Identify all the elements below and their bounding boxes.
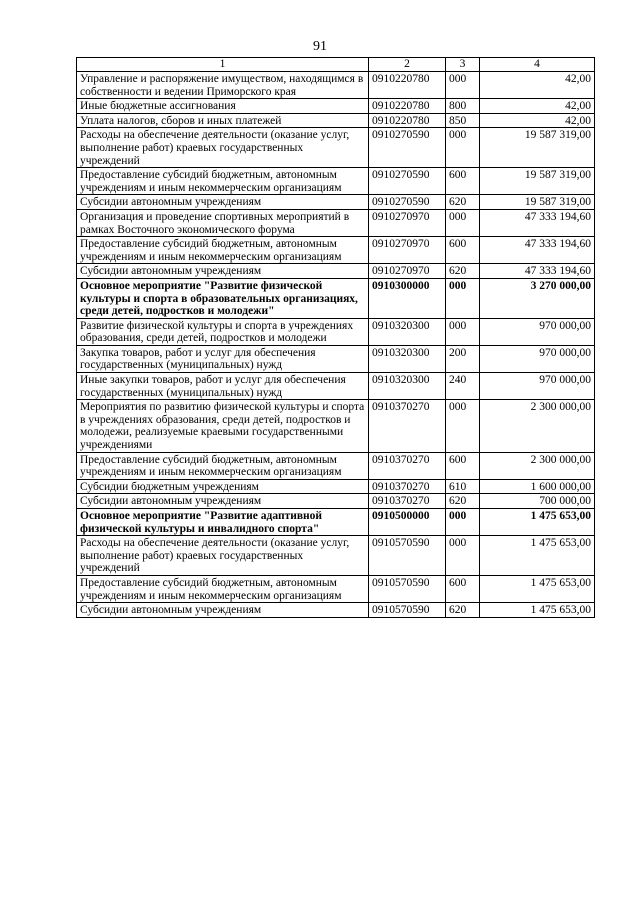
- row-amount-cell: 1 475 653,00: [480, 603, 595, 618]
- row-code-cell: 0910570590: [369, 536, 446, 576]
- row-name-cell: Субсидии автономным учреждениям: [77, 494, 369, 509]
- row-amount-cell: 970 000,00: [480, 373, 595, 400]
- row-code-cell: 0910270970: [369, 264, 446, 279]
- row-kind-cell: 000: [446, 536, 480, 576]
- row-code-cell: 0910370270: [369, 400, 446, 452]
- row-amount-cell: 1 475 653,00: [480, 509, 595, 536]
- row-amount-cell: 47 333 194,60: [480, 237, 595, 264]
- row-kind-cell: 610: [446, 479, 480, 494]
- row-code-cell: 0910370270: [369, 479, 446, 494]
- row-amount-cell: 970 000,00: [480, 345, 595, 372]
- row-kind-cell: 000: [446, 72, 480, 99]
- row-code-cell: 0910300000: [369, 278, 446, 318]
- budget-table: [76, 57, 595, 618]
- row-kind-cell: 000: [446, 278, 480, 318]
- row-kind-cell: 620: [446, 494, 480, 509]
- table-row: [77, 509, 595, 536]
- table-row: [77, 168, 595, 195]
- table-row: [77, 209, 595, 236]
- row-kind-cell: 000: [446, 209, 480, 236]
- row-kind-cell: 000: [446, 318, 480, 345]
- row-code-cell: 0910220780: [369, 72, 446, 99]
- table-row: [77, 237, 595, 264]
- row-code-cell: 0910500000: [369, 509, 446, 536]
- row-code-cell: 0910270590: [369, 168, 446, 195]
- row-amount-cell: 42,00: [480, 113, 595, 128]
- row-code-cell: 0910320300: [369, 345, 446, 372]
- row-amount-cell: 19 587 319,00: [480, 168, 595, 195]
- row-name-cell: Организация и проведение спортивных мероприятий в рамках Восточного экономического форума: [77, 209, 369, 236]
- row-name-cell: Иные бюджетные ассигнования: [77, 99, 369, 114]
- row-kind-cell: 800: [446, 99, 480, 114]
- row-name-cell: Предоставление субсидий бюджетным, автономным учреждениям и иным некоммерческим организациям: [77, 168, 369, 195]
- row-name-cell: Субсидии автономным учреждениям: [77, 264, 369, 279]
- row-code-cell: 0910320300: [369, 373, 446, 400]
- row-name-cell: Предоставление субсидий бюджетным, автономным учреждениям и иным некоммерческим организациям: [77, 237, 369, 264]
- table-row: [77, 318, 595, 345]
- row-kind-cell: 000: [446, 128, 480, 168]
- table-row: [77, 494, 595, 509]
- table-row: [77, 373, 595, 400]
- row-name-cell: Иные закупки товаров, работ и услуг для обеспечения государственных (муниципальных) нужд: [77, 373, 369, 400]
- row-amount-cell: 47 333 194,60: [480, 209, 595, 236]
- header-col-1: 1: [77, 58, 369, 72]
- header-col-3: 3: [446, 58, 480, 72]
- row-name-cell: Мероприятия по развитию физической культуры и спорта в учреждениях образования, среди детей, подростков и молодежи, реализуемые краевыми государственными учреждениями: [77, 400, 369, 452]
- page-number: 91: [313, 39, 327, 54]
- table-row: [77, 603, 595, 618]
- row-name-cell: Расходы на обеспечение деятельности (оказание услуг, выполнение работ) краевых государственных учреждений: [77, 536, 369, 576]
- row-name-cell: Предоставление субсидий бюджетным, автономным учреждениям и иным некоммерческим организациям: [77, 575, 369, 602]
- row-amount-cell: 3 270 000,00: [480, 278, 595, 318]
- row-amount-cell: 19 587 319,00: [480, 195, 595, 210]
- row-amount-cell: 42,00: [480, 72, 595, 99]
- row-kind-cell: 240: [446, 373, 480, 400]
- row-name-cell: Управление и распоряжение имуществом, находящимся в собственности и ведении Приморского края: [77, 72, 369, 99]
- table-row: [77, 99, 595, 114]
- row-code-cell: 0910220780: [369, 99, 446, 114]
- row-kind-cell: 600: [446, 575, 480, 602]
- row-code-cell: 0910270970: [369, 209, 446, 236]
- row-name-cell: Основное мероприятие "Развитие адаптивной физической культуры и инвалидного спорта": [77, 509, 369, 536]
- row-code-cell: 0910570590: [369, 603, 446, 618]
- row-name-cell: Основное мероприятие "Развитие физической культуры и спорта в образовательных организациях, среди детей, подростков и молодежи": [77, 278, 369, 318]
- row-amount-cell: 700 000,00: [480, 494, 595, 509]
- row-code-cell: 0910220780: [369, 113, 446, 128]
- table-row: [77, 400, 595, 452]
- table-row: [77, 264, 595, 279]
- table-row: [77, 575, 595, 602]
- row-amount-cell: 19 587 319,00: [480, 128, 595, 168]
- row-name-cell: Закупка товаров, работ и услуг для обеспечения государственных (муниципальных) нужд: [77, 345, 369, 372]
- row-amount-cell: 2 300 000,00: [480, 400, 595, 452]
- row-amount-cell: 42,00: [480, 99, 595, 114]
- row-kind-cell: 620: [446, 603, 480, 618]
- row-code-cell: 0910270970: [369, 237, 446, 264]
- row-code-cell: 0910270590: [369, 195, 446, 210]
- row-name-cell: Субсидии автономным учреждениям: [77, 603, 369, 618]
- row-amount-cell: 1 475 653,00: [480, 575, 595, 602]
- header-col-2: 2: [369, 58, 446, 72]
- table-header: [77, 58, 595, 72]
- row-amount-cell: 1 475 653,00: [480, 536, 595, 576]
- table-row: [77, 536, 595, 576]
- header-col-4: 4: [480, 58, 595, 72]
- row-kind-cell: 000: [446, 509, 480, 536]
- row-kind-cell: 600: [446, 237, 480, 264]
- row-amount-cell: 970 000,00: [480, 318, 595, 345]
- row-kind-cell: 600: [446, 452, 480, 479]
- row-kind-cell: 850: [446, 113, 480, 128]
- table-row: [77, 113, 595, 128]
- table-row: [77, 479, 595, 494]
- table-row: [77, 195, 595, 210]
- table-row: [77, 452, 595, 479]
- row-name-cell: Субсидии автономным учреждениям: [77, 195, 369, 210]
- table-row: [77, 278, 595, 318]
- row-kind-cell: 000: [446, 400, 480, 452]
- table-row: [77, 345, 595, 372]
- table-body: [77, 72, 595, 618]
- table-row: [77, 72, 595, 99]
- row-amount-cell: 1 600 000,00: [480, 479, 595, 494]
- row-name-cell: Развитие физической культуры и спорта в учреждениях образования, среди детей, подростков и молодежи: [77, 318, 369, 345]
- row-name-cell: Субсидии бюджетным учреждениям: [77, 479, 369, 494]
- row-amount-cell: 47 333 194,60: [480, 264, 595, 279]
- row-code-cell: 0910270590: [369, 128, 446, 168]
- row-code-cell: 0910370270: [369, 452, 446, 479]
- table-row: [77, 128, 595, 168]
- row-name-cell: Предоставление субсидий бюджетным, автономным учреждениям и иным некоммерческим организациям: [77, 452, 369, 479]
- row-code-cell: 0910320300: [369, 318, 446, 345]
- row-kind-cell: 620: [446, 264, 480, 279]
- row-kind-cell: 600: [446, 168, 480, 195]
- row-name-cell: Уплата налогов, сборов и иных платежей: [77, 113, 369, 128]
- header-row: [77, 58, 595, 72]
- row-name-cell: Расходы на обеспечение деятельности (оказание услуг, выполнение работ) краевых государственных учреждений: [77, 128, 369, 168]
- row-kind-cell: 620: [446, 195, 480, 210]
- row-amount-cell: 2 300 000,00: [480, 452, 595, 479]
- row-kind-cell: 200: [446, 345, 480, 372]
- row-code-cell: 0910570590: [369, 575, 446, 602]
- row-code-cell: 0910370270: [369, 494, 446, 509]
